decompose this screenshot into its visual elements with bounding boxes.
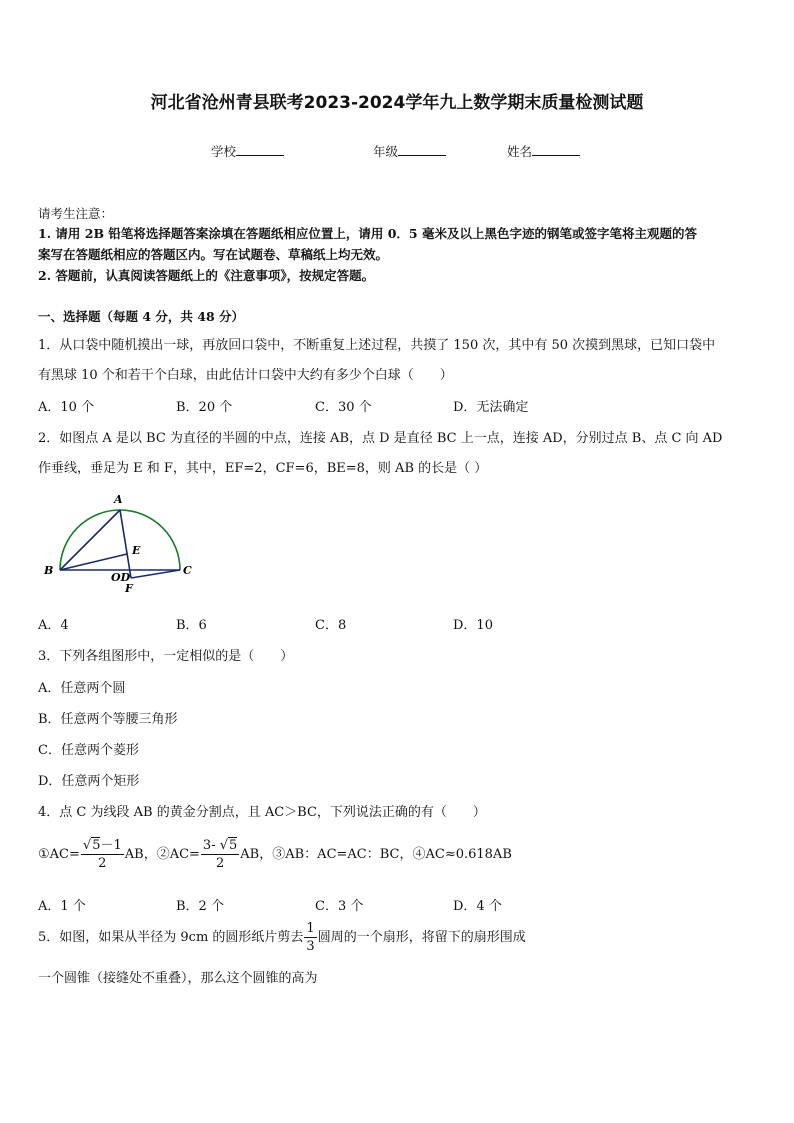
school-field[interactable]: [211, 142, 284, 160]
q2-option-d[interactable]: D．10: [453, 618, 493, 633]
q4-stem: 4．点 C 为线段 AB 的黄金分割点，且 AC＞BC，下列说法正确的有（ ）: [38, 805, 486, 820]
q2-semicircle-figure: [38, 490, 198, 596]
q5-line1: [38, 918, 526, 958]
label-b: B: [44, 564, 54, 577]
q1-option-c[interactable]: C．30 个: [315, 400, 372, 415]
q1-option-a[interactable]: A．10 个: [38, 400, 95, 415]
label-a: A: [114, 493, 123, 506]
q1-option-d[interactable]: D．无法确定: [453, 400, 529, 415]
notice-line2: 2. 答题前，认真阅读答题纸上的《注意事项》，按规定答题。: [38, 268, 375, 283]
q3-option-d[interactable]: D．任意两个矩形: [38, 774, 140, 789]
label-f: F: [125, 582, 133, 595]
segment-ab: [60, 510, 120, 570]
segment-be: [60, 554, 127, 570]
q2-option-c[interactable]: C．8: [315, 618, 347, 633]
school-blank[interactable]: [236, 144, 284, 156]
q4-option-c[interactable]: C．3 个: [315, 899, 364, 914]
q4-option-d[interactable]: D．4 个: [453, 899, 502, 914]
q4-s1-suffix: AB，②AC=: [124, 847, 200, 862]
segment-ad: [120, 510, 131, 578]
q4-s2-denominator: 2: [215, 856, 225, 871]
notice-heading: 请考生注意：: [38, 206, 114, 221]
q3-stem: 3．下列各组图形中，一定相似的是（ ）: [38, 649, 294, 664]
q4-option-b[interactable]: B．2 个: [176, 899, 224, 914]
segment-cf: [131, 570, 180, 578]
q3-option-c[interactable]: C．任意两个菱形: [38, 743, 139, 758]
q5-line2: 一个圆锥（接缝处不重叠），那么这个圆锥的高为: [38, 971, 318, 986]
notice-line1a: 1. 请用 2B 铅笔将选择题答案涂填在答题纸相应位置上，请用 0．5 毫米及以上黑色字迹的钢笔或签字笔将主观题的答: [38, 226, 697, 241]
q4-s2-fraction: $\frac{3- √5}{2}$: [202, 838, 238, 871]
q5-fraction: [304, 920, 316, 955]
notice-line1b: 案写在答题纸相应的答题区内。写在试题卷、草稿纸上均无效。: [38, 247, 389, 262]
q4-s1-fraction: $\frac{√5-1}{2}$: [82, 838, 122, 871]
q1-line2: 有黑球 10 个和若干个白球，由此估计口袋中大约有多少个白球（ ）: [38, 368, 453, 383]
semicircle-arc: [60, 510, 180, 570]
label-c: C: [183, 564, 192, 577]
name-field[interactable]: [507, 142, 580, 160]
name-label: 姓名: [507, 144, 533, 159]
q4-s2-suffix: AB，③AB：AC=AC：BC，④AC≈0.618AB: [240, 847, 512, 862]
q5-line1-suffix: 圆周的一个扇形，将留下的扇形围成: [317, 930, 526, 945]
school-label: 学校: [211, 144, 237, 159]
q4-s1-denominator: 2: [98, 856, 107, 871]
q2-option-a[interactable]: A．4: [38, 618, 69, 633]
q4-option-a[interactable]: A．1 个: [38, 899, 86, 914]
grade-label: 年级: [373, 144, 399, 159]
q3-option-b[interactable]: B．任意两个等腰三角形: [38, 712, 178, 727]
q1-line1: 1．从口袋中随机摸出一球，再放回口袋中，不断重复上述过程，共摸了 150 次，其中有 50 次摸到黑球，已知口袋中: [38, 338, 716, 353]
grade-field[interactable]: [373, 142, 446, 160]
q4-s1-num-tail: －1: [100, 838, 122, 853]
section-heading: 一、选择题（每题 4 分，共 48 分）: [38, 309, 245, 324]
q5-line1-prefix: 5．如图，如果从半径为 9cm 的圆形纸片剪去: [38, 930, 304, 945]
page-title: 河北省沧州青县联考2023-2024学年九上数学期末质量检测试题: [150, 93, 644, 113]
q2-option-b[interactable]: B．6: [176, 618, 207, 633]
q5-frac-num: 1: [306, 921, 315, 936]
grade-blank[interactable]: [398, 144, 446, 156]
name-blank[interactable]: [532, 144, 580, 156]
q3-option-a[interactable]: A．任意两个圆: [38, 681, 126, 696]
q2-line1: 2．如图点 A 是以 BC 为直径的半圆的中点，连接 AB，点 D 是直径 BC 上一点，连接 AD，分别过点 B、点 C 向 AD: [38, 431, 723, 446]
q4-s2-radicand: 5: [229, 838, 238, 853]
q2-line2: 作垂线，垂足为 E 和 F，其中，EF=2，CF=6，BE=8，则 AB 的长是（ ）: [38, 461, 488, 476]
label-od: OD: [111, 571, 131, 584]
q4-s1-prefix: ①AC=: [38, 847, 80, 862]
label-e: E: [132, 544, 141, 557]
q4-s1-radicand: 5: [92, 838, 101, 853]
q1-option-b[interactable]: B．20 个: [176, 400, 233, 415]
q4-s2-num-head: 3-: [202, 838, 216, 853]
q5-frac-den: 3: [306, 939, 315, 954]
q4-statements: [38, 836, 512, 874]
